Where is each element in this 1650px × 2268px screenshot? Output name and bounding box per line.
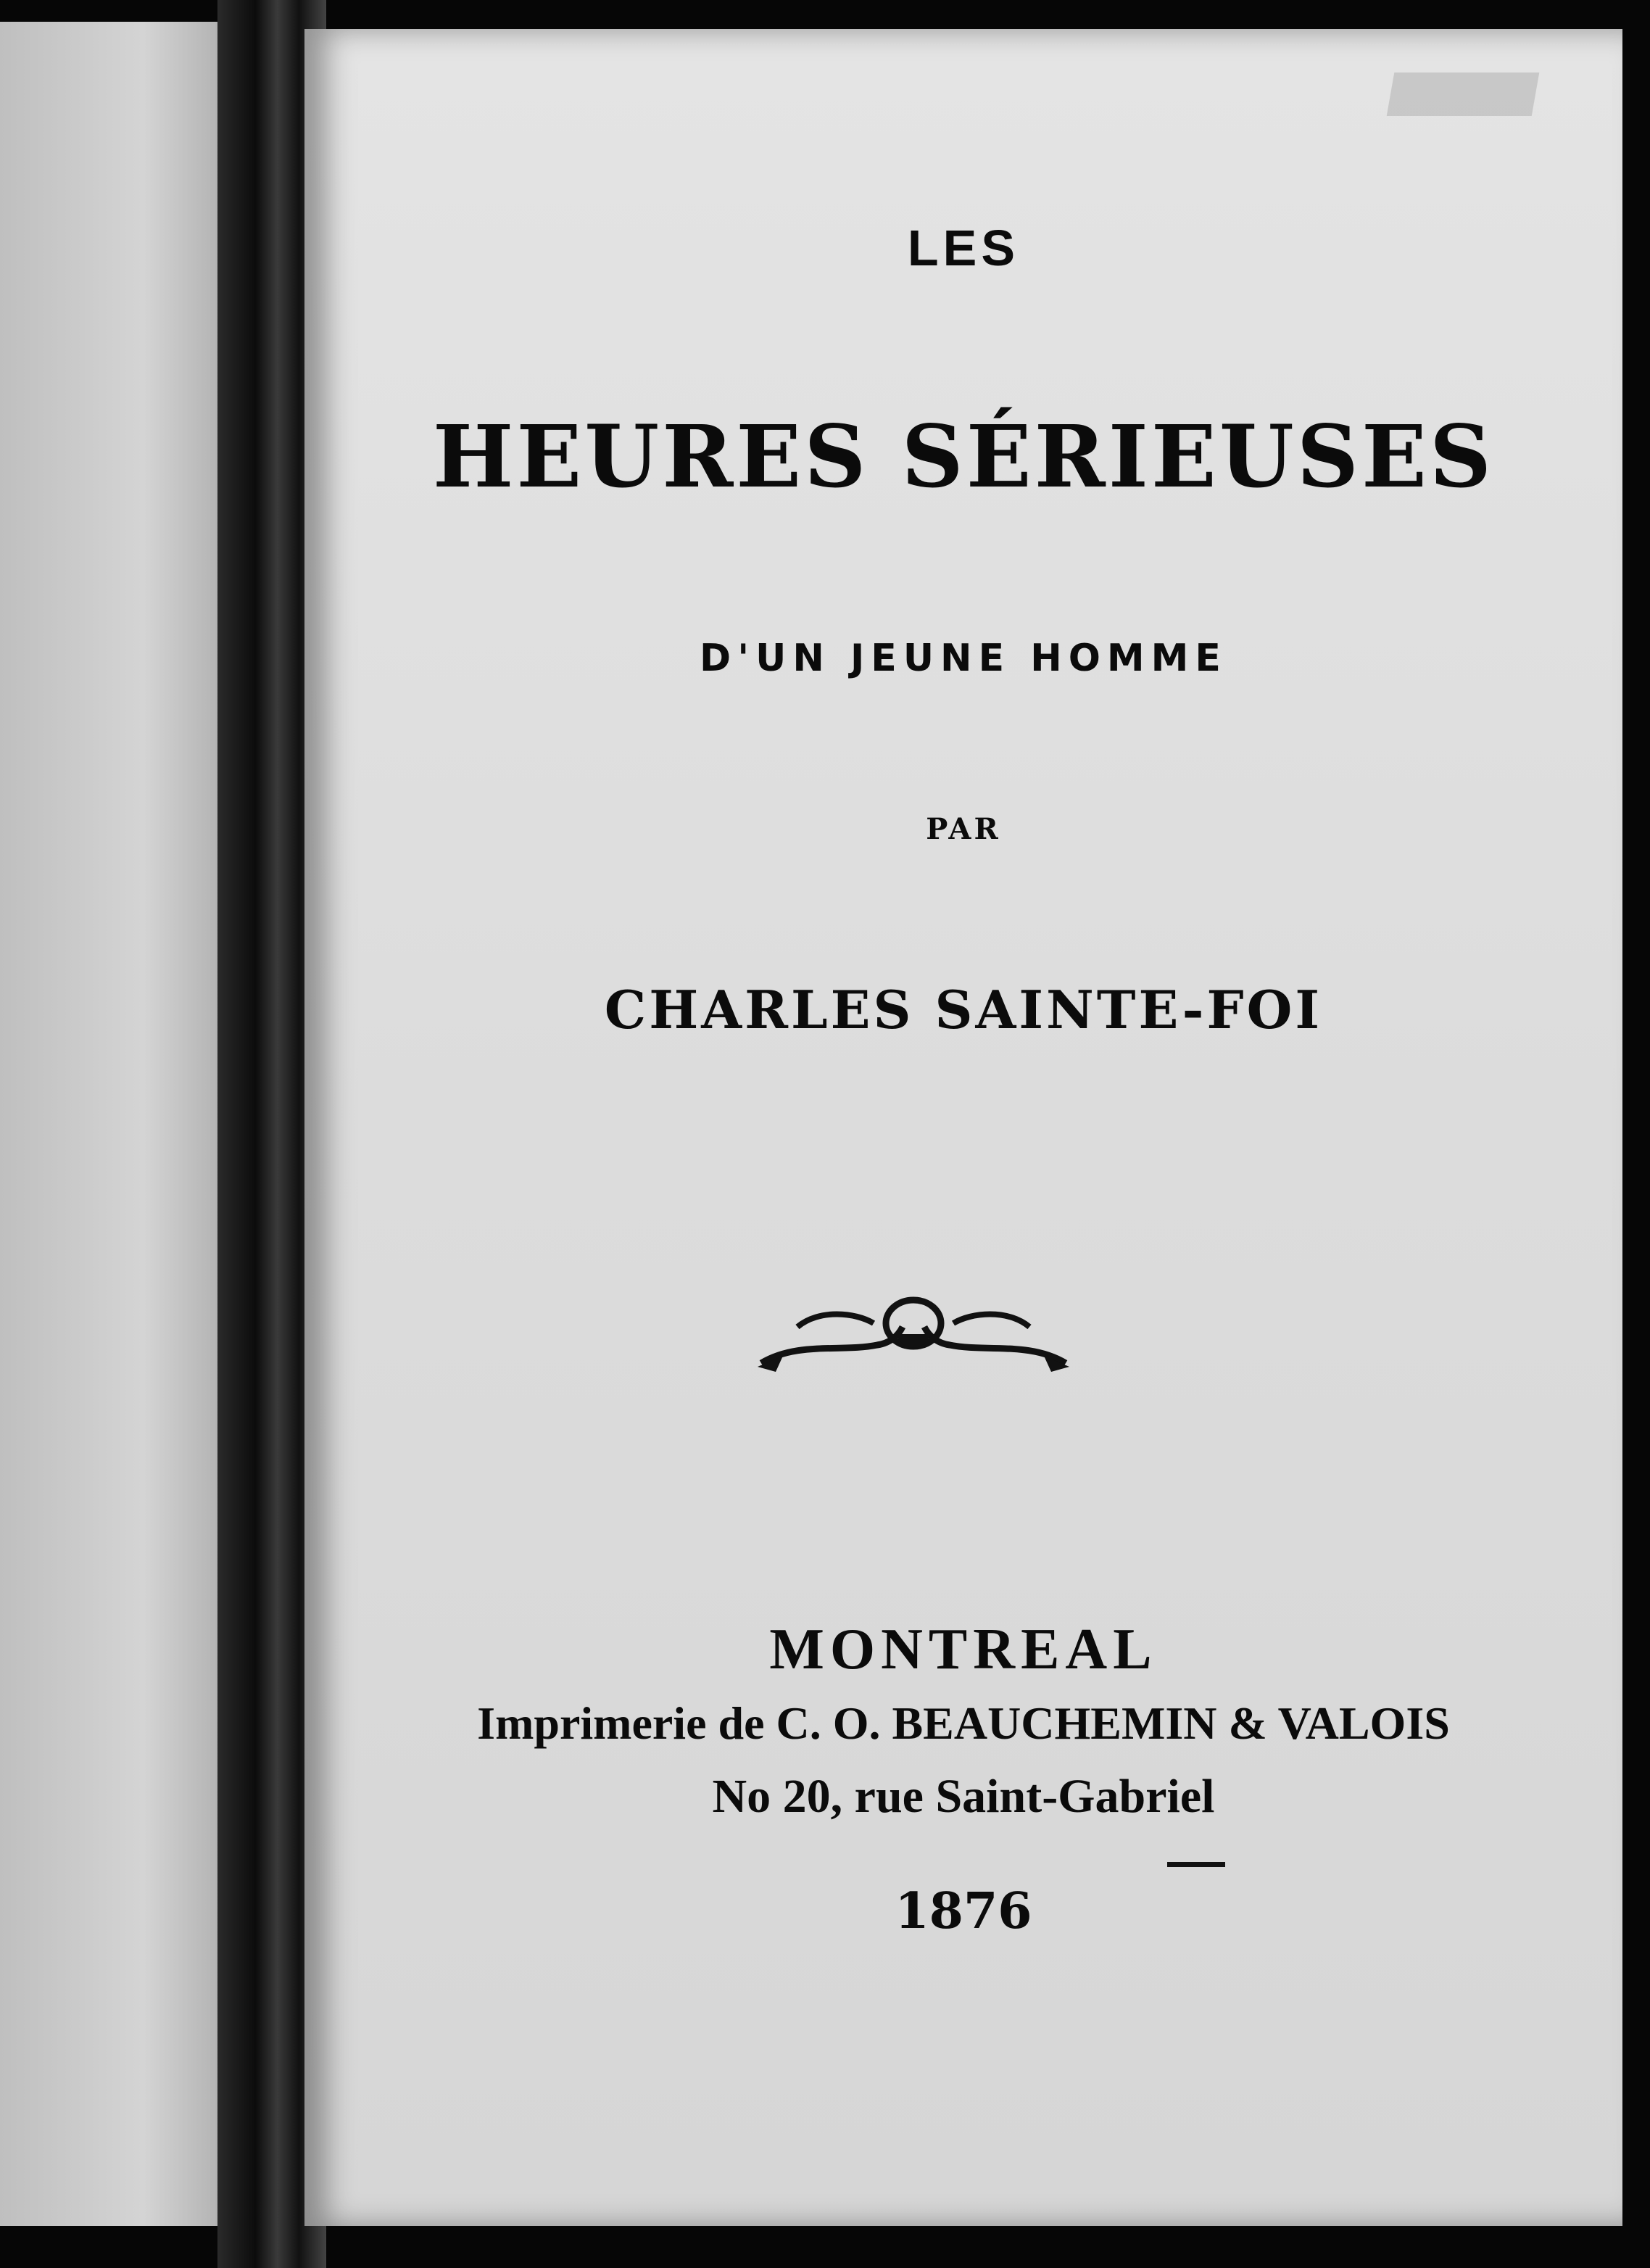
scroll-ornament-icon [754, 1283, 1073, 1378]
corner-mark [1387, 73, 1540, 116]
facing-page [0, 22, 239, 2226]
publication-city: MONTREAL [769, 1618, 1158, 1681]
publication-year: 1876 [895, 1882, 1032, 1940]
by-line: PAR [926, 812, 1001, 846]
book-subtitle: D'UN JEUNE HOMME [700, 637, 1227, 680]
divider-rule [1167, 1862, 1225, 1867]
printer-name: Imprimerie de C. O. BEAUCHEMIN & VALOIS [477, 1697, 1450, 1749]
book-title: HEURES SÉRIEUSES [432, 406, 1495, 507]
printer-address: No 20, rue Saint-Gabriel [712, 1770, 1215, 1823]
author-name: CHARLES SAINTE-FOI [604, 979, 1323, 1040]
title-article: LES [907, 220, 1020, 276]
title-page [304, 29, 1622, 2226]
